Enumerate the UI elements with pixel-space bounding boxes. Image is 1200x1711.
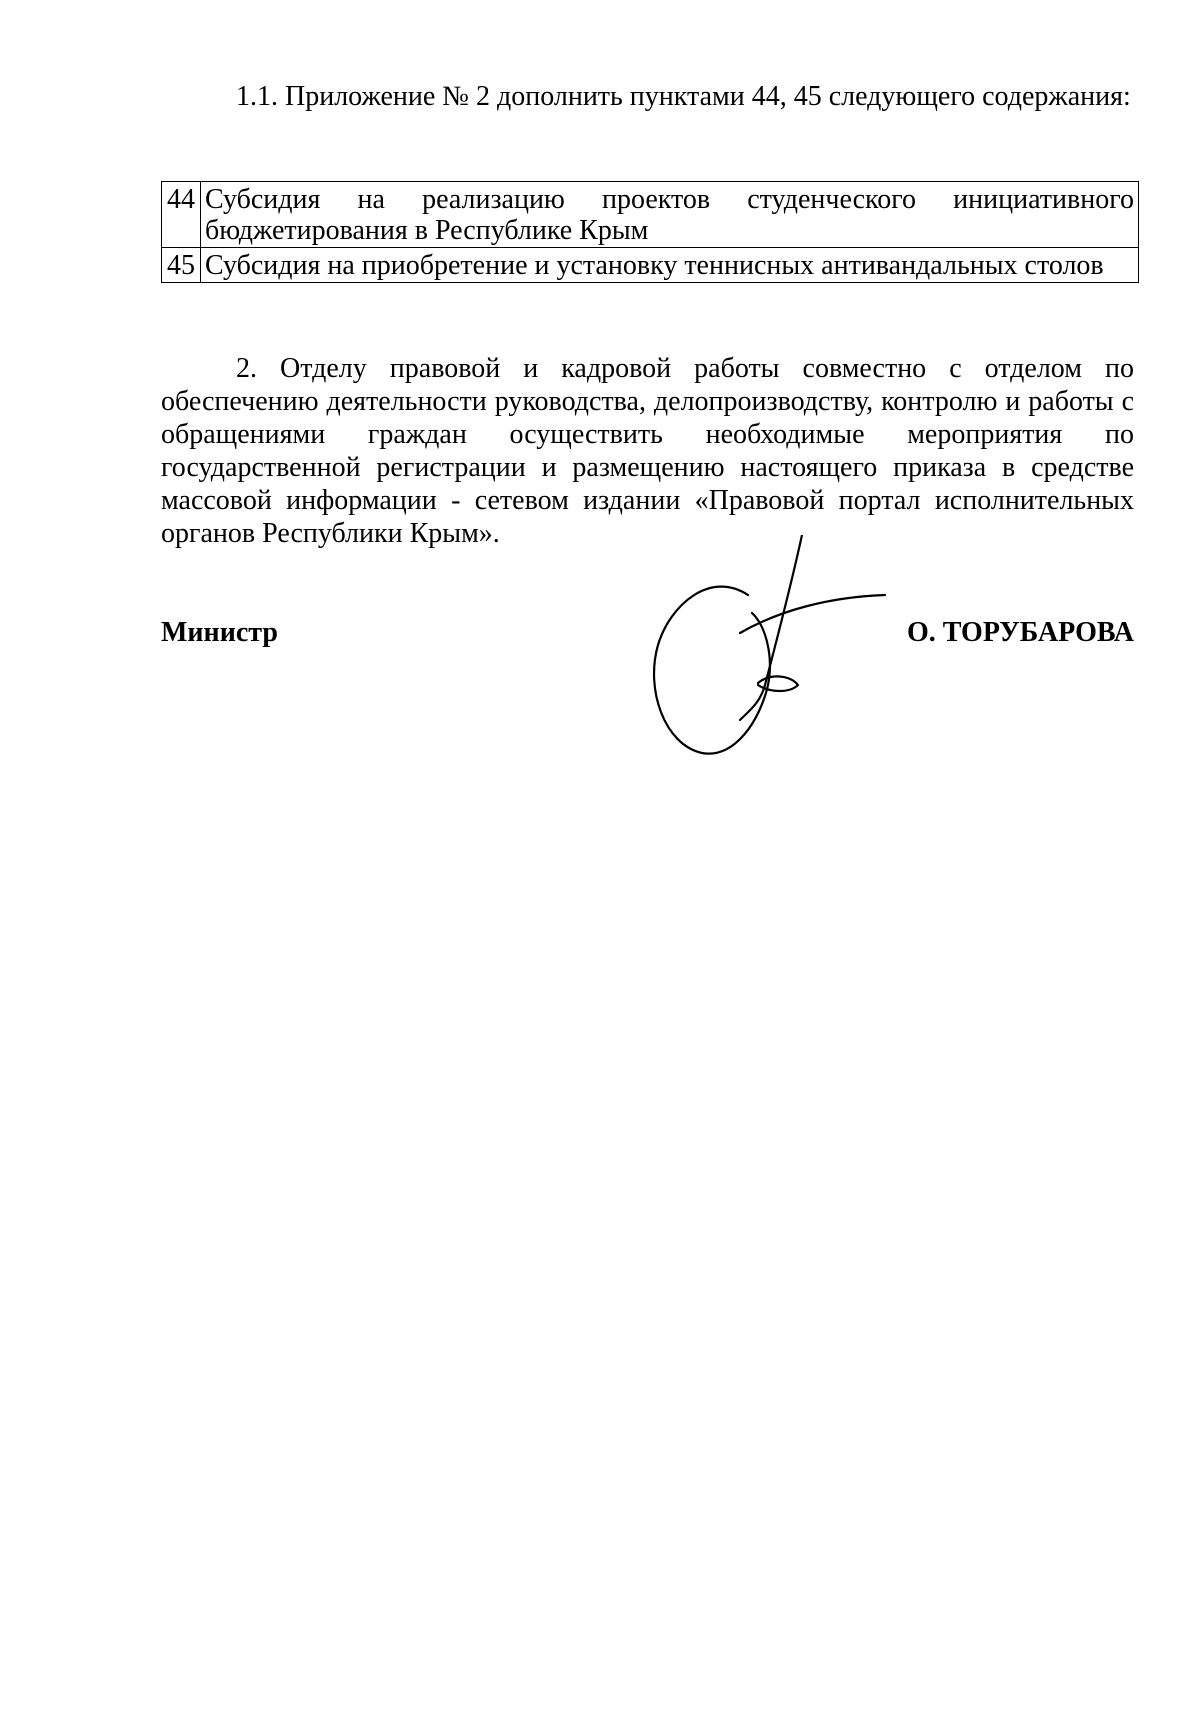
- items-table: [161, 181, 1139, 283]
- row-number: 45: [162, 248, 201, 283]
- handwritten-signature: [640, 535, 890, 760]
- table-row: [162, 248, 1139, 283]
- position-title: Министр: [161, 617, 278, 648]
- paragraph-1-1: 1.1. Приложение № 2 дополнить пунктами 44, 45 следующего содержания:: [236, 81, 1131, 112]
- table-row: [162, 182, 1139, 248]
- row-number: 44: [162, 182, 201, 248]
- paragraph-2: 2. Отделу правовой и кадровой работы совместно с отделом по обеспечению деятельности руководства, делопроизводству, контролю и работы с обращениями граждан осуществить необходимые мероприятия по государственной регистрации и размещению настоящего приказа в средстве массовой информации - сетевом издании «Правовой портал исполнительных органов Республики Крым».: [161, 353, 1134, 549]
- row-text: Субсидия на приобретение и установку теннисных антивандальных столов: [201, 248, 1139, 283]
- signatory-name: О. ТОРУБАРОВА: [906, 617, 1134, 648]
- row-text: Субсидия на реализацию проектов студенческого инициативного бюджетирования в Республике Крым: [201, 182, 1139, 248]
